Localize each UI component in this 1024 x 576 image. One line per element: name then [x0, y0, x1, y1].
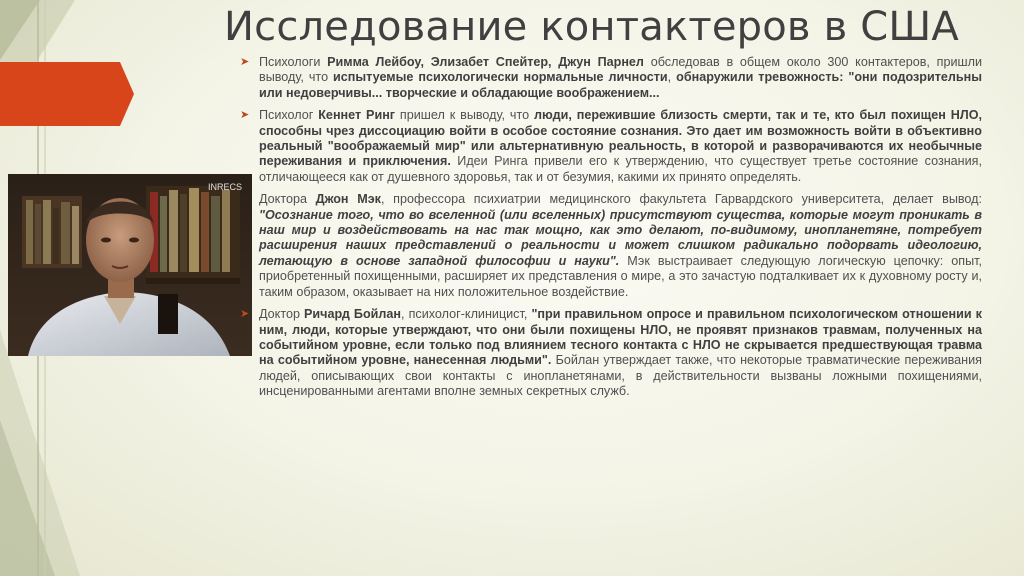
paragraph-text	[259, 307, 982, 398]
emphasized-text: Джон Мэк	[315, 192, 381, 207]
text-run: , психолог-клиницист,	[401, 307, 532, 322]
paragraph-3	[238, 192, 982, 300]
text-run: , профессора психиатрии медицинского факультета Гарвардского университета, делает вывод:	[380, 192, 982, 207]
slide-content	[238, 55, 982, 407]
text-run: Доктор	[259, 307, 305, 322]
emphasized-text: обнаружили тревожность: "они подозрительны или недоверчивы... творческие и обладающие воображением...	[259, 70, 983, 100]
text-run: обследовав в общем около 300 контактеров, пришли выводу, что	[259, 55, 983, 85]
emphasized-text: "при правильном опросе и правильном психологическом отношении к ним, люди, которые утверждают, что они были похищены НЛО, не проявят признаков травмам, полученных на событийном уровне, если только под влиянием тесного контакта с НЛО не скрывается предшествующая травма на событийном уровне, нанесенная людьми".	[259, 307, 982, 368]
text-run: Мэк выстраивает следующую логическую цепочку: опыт, приобретенный похищенными, расширяет их представления о мире, а это зачастую подталкивает их к духовному росту и, таким образом, оказывает на них положительное воздействие.	[259, 253, 982, 299]
paragraph-1	[238, 55, 982, 101]
photo-watermark: INRECS	[208, 182, 243, 192]
interview-photo	[8, 174, 252, 356]
bullet-arrow-icon: ➤	[240, 109, 250, 122]
slide-title: Исследование контактеров в США	[224, 4, 959, 50]
emphasized-text: Римма Лейбоу, Элизабет Спейтер, Джун Парнел	[327, 55, 644, 69]
text-run: Идеи Ринга привели его к утверждению, что существует третье состояние сознания, отличающееся как от душевного здоровья, так и от безумия, какими их принято определять.	[259, 154, 982, 184]
text-run: Доктора	[259, 192, 316, 207]
emphasized-text: люди, пережившие близость смерти, так и те, кто был похищен НЛО, способны чрез диссоциацию войти в особое состояние сознания. Это дает им возможность войти в объективно реальный "воображаемый мир" или альтернативную реальность, в которой и разворачиваются их необычные переживания и приключения.	[259, 108, 982, 169]
text-run: Психологи	[259, 55, 328, 69]
bullet-arrow-icon: ➤	[240, 56, 250, 68]
text-run: Бойлан утверждает также, что некоторые травматические переживания людей, описывающих свои контакты с инопланетянами, в действительности вызваны ложными похищениями, инсценированными агентами вполне земных секретных служб.	[259, 353, 982, 399]
text-run: ,	[667, 70, 677, 85]
emphasized-text: испытуемые психологически нормальные личности	[333, 70, 668, 85]
paragraph-text	[259, 55, 982, 100]
text-run: пришел к выводу, что	[395, 108, 534, 123]
paragraph-text	[259, 192, 982, 298]
paragraph-text	[259, 108, 982, 184]
emphasized-text: Ричард Бойлан	[304, 307, 402, 322]
emphasized-text: "Осознание того, что во вселенной (или вселенных) присутствуют существа, которые могут проникать в наш мир и воздействовать на нас так мощно, как это делают, по-видимому, инопланетяне, потребует расширения наших представлений о реальности и может слишком радикально подорвать идеологию, летающую в основе западной философии и науки".	[259, 207, 982, 268]
paragraph-4	[238, 307, 982, 399]
emphasized-text: Кеннет Ринг	[318, 108, 396, 123]
text-run: Психолог	[259, 108, 319, 123]
paragraph-2	[238, 108, 982, 185]
bullet-arrow-icon: ➤	[240, 308, 250, 321]
